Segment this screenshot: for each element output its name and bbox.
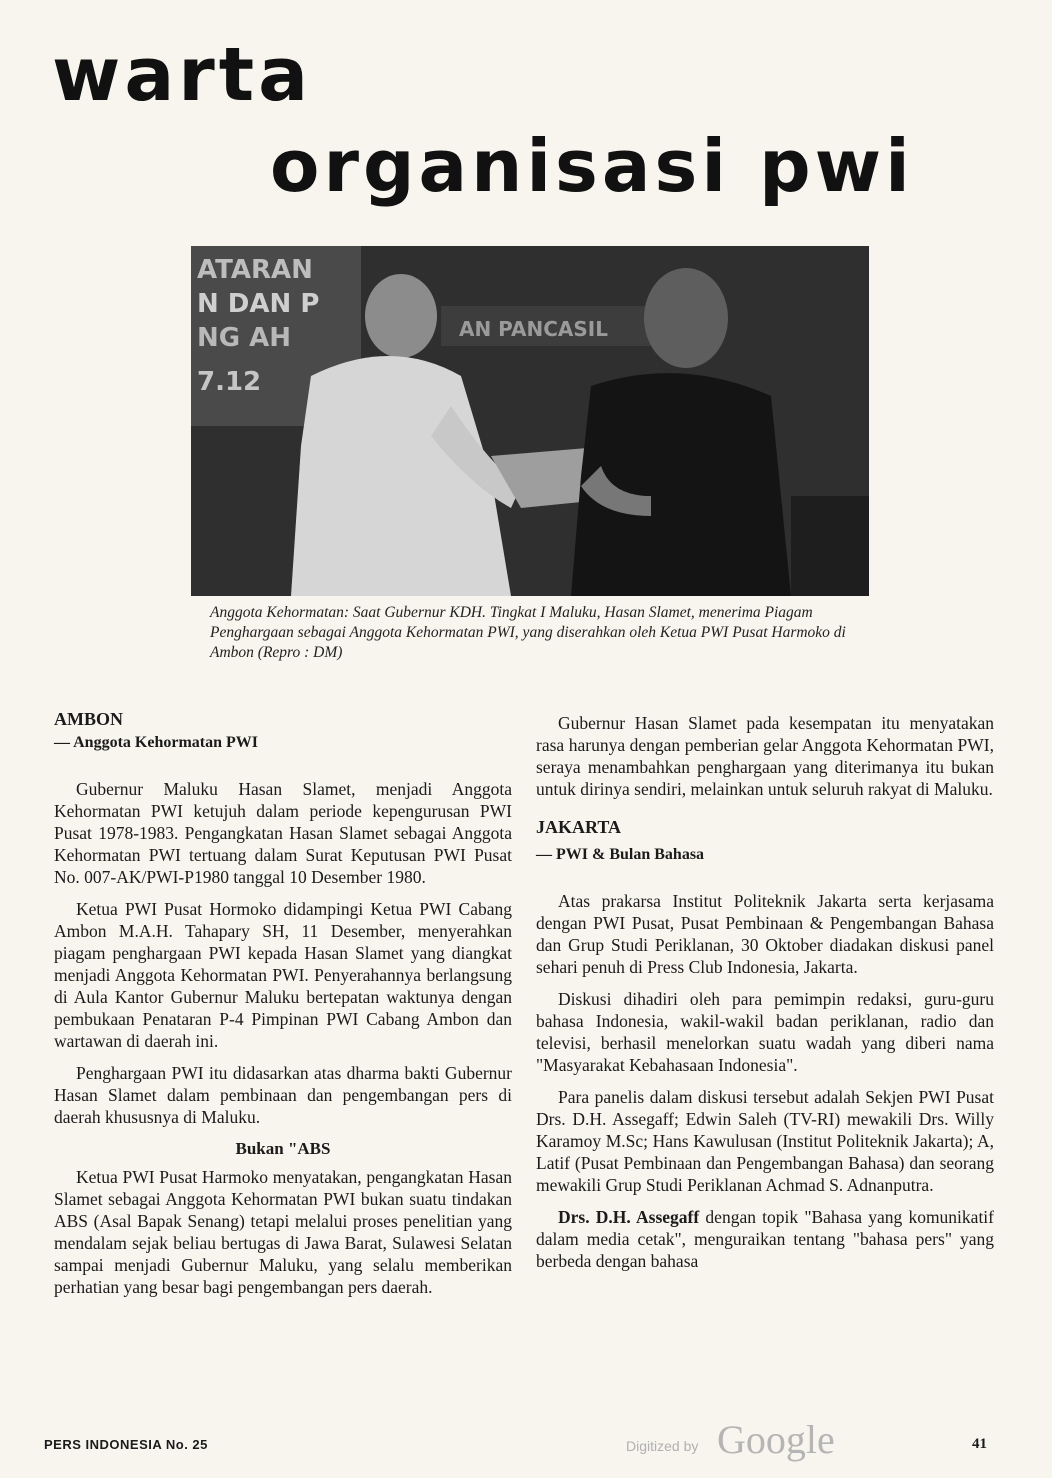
ambon-paragraph-2: Ketua PWI Pusat Hormoko didampingi Ketua PWI Cabang Ambon M.A.H. Tahapary SH, 11 Desember, menyerahkan piagam penghargaan PWI kepada Hasan Slamet yang diangkat menjadi Anggota Kehormatan PWI. Penyerahannya berlangsung di Aula Kantor Gubernur Maluku bertepatan waktunya dengan pembukaan Penataran P-4 Pimpinan PWI Cabang Ambon dan wartawan di daerah ini. <box>54 899 512 1051</box>
jakarta-subheading: — PWI & Bulan Bahasa <box>536 846 705 863</box>
signage-line-3: NG AH <box>197 323 292 353</box>
signage-line-4: 7.12 <box>197 367 262 397</box>
ambon-paragraph-3: Penghargaan PWI itu didasarkan atas dharma bakti Gubernur Hasan Slamet dalam pembinaan dan pengembangan pers di daerah khususnya di Maluku. <box>54 1063 512 1127</box>
digitized-label: Digitized by <box>626 1438 699 1454</box>
publication-name: PERS INDONESIA No. 25 <box>44 1437 208 1452</box>
jakarta-heading: JAKARTA <box>536 817 622 837</box>
right-person-head <box>644 268 728 368</box>
page-number: 41 <box>972 1436 987 1452</box>
photo-caption: Anggota Kehormatan: Saat Gubernur KDH. Tingkat I Maluku, Hasan Slamet, menerima Piagam Penghargaan sebagai Anggota Kehormatan PWI, yang diserahkan oleh Ketua PWI Pusat Harmoko di Ambon (Repro : DM) <box>210 604 846 661</box>
jakarta-paragraph-2: Diskusi dihadiri oleh para pemimpin redaksi, guru-guru bahasa Indonesia, wakil-wakil badan periklanan, radio dan televisi, berhasil menelorkan suatu wadah yang diberi nama "Masyarakat Kebahasaan Indonesia". <box>536 989 994 1075</box>
left-person-head <box>365 274 437 358</box>
jakarta-paragraph-3: Para panelis dalam diskusi tersebut adalah Sekjen PWI Pusat Drs. D.H. Assegaff; Edwin Saleh (TV-RI) mewakili Drs. Willy Karamoy M.Sc; Hans Kawulusan (Institut Politeknik Jakarta); A, Latif (Pusat Pembinaan dan Pengembangan Bahasa) dan seorang mewakili Grup Studi Periklanan Achmad S. Adnanputra. <box>536 1087 994 1195</box>
ambon-paragraph-4: Ketua PWI Pusat Harmoko menyatakan, pengangkatan Hasan Slamet sebagai Anggota Kehormatan PWI bukan suatu tindakan ABS (Asal Bapak Senang) tetapi melalui proses penelitian yang mendalam sejak beliau bertugas di Jawa Barat, Sulawesi Selatan sampai menjadi Gubernur Maluku, yang selalu memberikan perhatian yang besar bagi pengembangan pers daerah. <box>54 1167 512 1297</box>
right-column <box>536 712 994 1282</box>
signage-line-5: AN PANCASIL <box>459 317 608 341</box>
masthead-title-line2: organisasi pwi <box>270 124 914 208</box>
photo-illustration <box>191 246 869 596</box>
signage-line-2: N DAN P <box>197 289 320 319</box>
signage-line-1: ATARAN <box>197 255 313 285</box>
ambon-paragraph-5: Gubernur Hasan Slamet pada kesempatan itu menyatakan rasa harunya dengan pemberian gelar Anggota Kehormatan PWI, seraya menambahkan penghargaan yang diterimanya itu bukan untuk dirinya sendiri, melainkan untuk seluruh rakyat di Maluku. <box>536 713 994 799</box>
jakarta-paragraph-1: Atas prakarsa Institut Politeknik Jakarta serta kerjasama dengan PWI Pusat, Pusat Pembinaan & Pengembangan Bahasa dan Grup Studi Periklanan, 30 Oktober diadakan diskusi panel sehari penuh di Press Club Indonesia, Jakarta. <box>536 891 994 977</box>
ambon-subheading: — Anggota Kehormatan PWI <box>54 734 258 751</box>
news-photo <box>191 246 869 596</box>
ambon-subhead-abs: Bukan "ABS <box>235 1139 331 1158</box>
google-watermark: Google <box>717 1417 835 1462</box>
masthead-title-line1: warta <box>52 32 313 118</box>
left-column <box>54 708 512 1308</box>
ambon-paragraph-1: Gubernur Maluku Hasan Slamet, menjadi Anggota Kehormatan PWI ketujuh dalam periode kepengurusan PWI Pusat 1978-1983. Pengangkatan Hasan Slamet sebagai Anggota Kehormatan PWI tertuang dalam Surat Keputusan PWI Pusat No. 007-AK/PWI-P1980 tanggal 10 Desember 1980. <box>54 779 512 887</box>
jakarta-paragraph-4-text: dengan topik "Bahasa yang komunikatif dalam media cetak", menguraikan tentang "bahasa pers" yang berbeda dengan bahasa <box>536 1207 994 1271</box>
ambon-heading: AMBON <box>54 709 123 729</box>
assegaff-name: Drs. D.H. Assegaff <box>558 1207 700 1227</box>
jakarta-paragraph-4 <box>536 1206 994 1272</box>
